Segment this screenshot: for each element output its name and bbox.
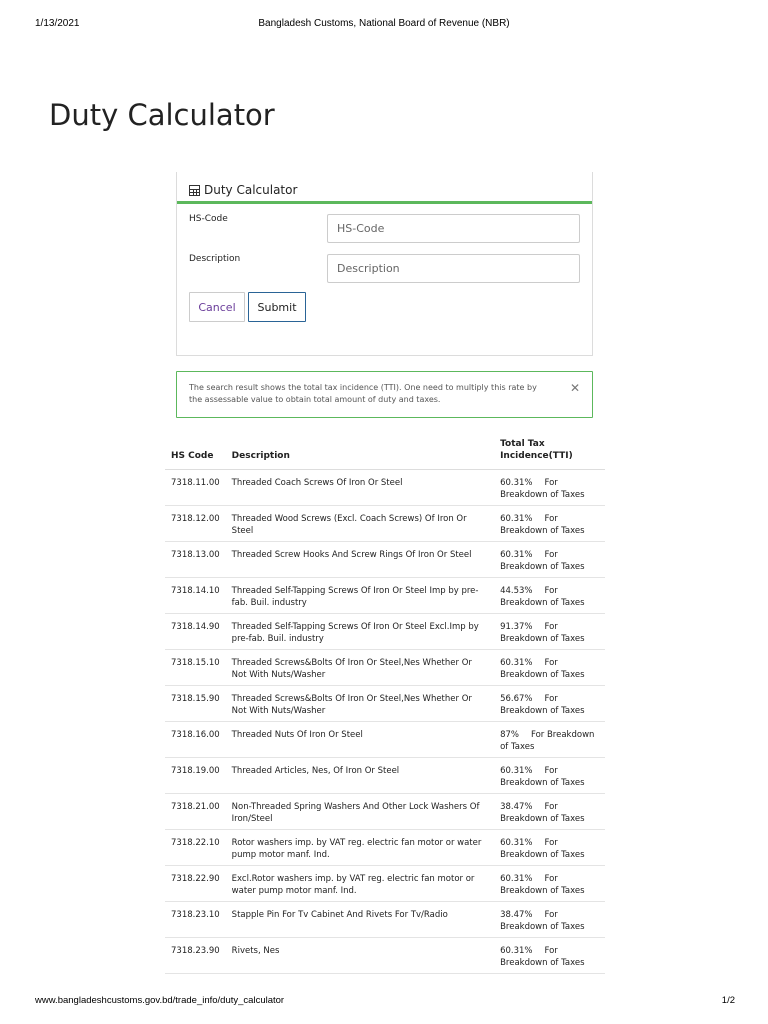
print-page-indicator: 1/2	[721, 995, 735, 1006]
description-cell: Threaded Wood Screws (Excl. Coach Screws) Of Iron Or Steel	[226, 505, 494, 541]
tti-rate: 38.47%	[500, 801, 533, 812]
hs-code-cell: 7318.21.00	[165, 793, 226, 829]
description-cell: Threaded Screws&Bolts Of Iron Or Steel,Nes Whether Or Not With Nuts/Washer	[226, 649, 494, 685]
table-row	[165, 505, 605, 541]
breakdown-link[interactable]: For Breakdown of Taxes	[500, 837, 585, 860]
table-row	[165, 757, 605, 793]
table-row	[165, 577, 605, 613]
tti-cell	[494, 649, 605, 685]
hs-code-cell: 7318.16.00	[165, 721, 226, 757]
tti-rate: 87%	[500, 729, 519, 740]
tti-rate: 60.31%	[500, 945, 533, 956]
tti-rate: 91.37%	[500, 621, 533, 632]
tti-rate: 60.31%	[500, 513, 533, 524]
hs-code-cell: 7318.14.10	[165, 577, 226, 613]
duty-calculator-panel	[176, 172, 593, 356]
tti-rate: 60.31%	[500, 837, 533, 848]
tti-rate: 44.53%	[500, 585, 533, 596]
breakdown-link[interactable]: For Breakdown of Taxes	[500, 729, 595, 752]
header-description: Description	[226, 434, 494, 469]
tti-cell	[494, 793, 605, 829]
breakdown-link[interactable]: For Breakdown of Taxes	[500, 945, 585, 968]
description-cell: Threaded Self-Tapping Screws Of Iron Or Steel Excl.Imp by pre-fab. Buil. industry	[226, 613, 494, 649]
table-row	[165, 901, 605, 937]
tti-cell	[494, 757, 605, 793]
tti-cell	[494, 577, 605, 613]
breakdown-link[interactable]: For Breakdown of Taxes	[500, 657, 585, 680]
alert-text: The search result shows the total tax incidence (TTI). One need to multiply this rate by the assessable value to obtain total amount of duty and taxes.	[189, 383, 537, 404]
description-cell: Threaded Nuts Of Iron Or Steel	[226, 721, 494, 757]
print-header	[0, 18, 768, 32]
table-row	[165, 541, 605, 577]
hs-code-cell: 7318.15.10	[165, 649, 226, 685]
print-site-title: Bangladesh Customs, National Board of Revenue (NBR)	[258, 18, 510, 29]
tti-info-alert	[176, 371, 593, 418]
hs-code-cell: 7318.22.90	[165, 865, 226, 901]
tti-rate: 60.31%	[500, 549, 533, 560]
description-label: Description	[189, 254, 241, 264]
description-cell: Non-Threaded Spring Washers And Other Lock Washers Of Iron/Steel	[226, 793, 494, 829]
tti-cell	[494, 613, 605, 649]
description-cell: Excl.Rotor washers imp. by VAT reg. electric fan motor or water pump motor manf. Ind.	[226, 865, 494, 901]
hs-code-label: HS-Code	[189, 214, 228, 224]
description-cell: Threaded Coach Screws Of Iron Or Steel	[226, 469, 494, 505]
tti-rate: 60.31%	[500, 873, 533, 884]
tti-rate: 60.31%	[500, 477, 533, 488]
hs-code-cell: 7318.14.90	[165, 613, 226, 649]
tti-rate: 56.67%	[500, 693, 533, 704]
hs-code-cell: 7318.23.10	[165, 901, 226, 937]
tti-cell	[494, 541, 605, 577]
panel-title: Duty Calculator	[204, 183, 298, 197]
results-table	[165, 434, 605, 974]
tti-rate: 60.31%	[500, 765, 533, 776]
tti-cell	[494, 685, 605, 721]
tti-cell	[494, 865, 605, 901]
tti-cell	[494, 901, 605, 937]
tti-cell	[494, 937, 605, 973]
description-cell: Threaded Articles, Nes, Of Iron Or Steel	[226, 757, 494, 793]
description-cell: Threaded Screws&Bolts Of Iron Or Steel,Nes Whether Or Not With Nuts/Washer	[226, 685, 494, 721]
header-hs-code: HS Code	[165, 434, 226, 469]
breakdown-link[interactable]: For Breakdown of Taxes	[500, 585, 585, 608]
hs-code-cell: 7318.13.00	[165, 541, 226, 577]
table-row	[165, 613, 605, 649]
description-cell: Rotor washers imp. by VAT reg. electric fan motor or water pump motor manf. Ind.	[226, 829, 494, 865]
breakdown-link[interactable]: For Breakdown of Taxes	[500, 477, 585, 500]
description-cell: Threaded Self-Tapping Screws Of Iron Or Steel Imp by pre-fab. Buil. industry	[226, 577, 494, 613]
hs-code-cell: 7318.15.90	[165, 685, 226, 721]
table-row	[165, 685, 605, 721]
breakdown-link[interactable]: For Breakdown of Taxes	[500, 873, 585, 896]
calculator-icon	[189, 185, 200, 196]
table-row	[165, 793, 605, 829]
tti-cell	[494, 721, 605, 757]
description-cell: Rivets, Nes	[226, 937, 494, 973]
tti-rate: 60.31%	[500, 657, 533, 668]
tti-cell	[494, 829, 605, 865]
submit-button[interactable]: Submit	[248, 292, 306, 322]
breakdown-link[interactable]: For Breakdown of Taxes	[500, 549, 585, 572]
hs-code-input[interactable]	[327, 214, 580, 243]
print-date: 1/13/2021	[35, 18, 80, 29]
breakdown-link[interactable]: For Breakdown of Taxes	[500, 801, 585, 824]
page-title: Duty Calculator	[49, 98, 275, 132]
tti-cell	[494, 505, 605, 541]
tti-cell	[494, 469, 605, 505]
print-url: www.bangladeshcustoms.gov.bd/trade_info/duty_calculator	[35, 995, 285, 1006]
table-row	[165, 937, 605, 973]
hs-code-cell: 7318.12.00	[165, 505, 226, 541]
description-input[interactable]	[327, 254, 580, 283]
description-cell: Stapple Pin For Tv Cabinet And Rivets For Tv/Radio	[226, 901, 494, 937]
table-row	[165, 649, 605, 685]
hs-code-cell: 7318.23.90	[165, 937, 226, 973]
hs-code-cell: 7318.22.10	[165, 829, 226, 865]
breakdown-link[interactable]: For Breakdown of Taxes	[500, 693, 585, 716]
print-footer	[0, 995, 768, 1009]
table-row	[165, 829, 605, 865]
description-cell: Threaded Screw Hooks And Screw Rings Of Iron Or Steel	[226, 541, 494, 577]
breakdown-link[interactable]: For Breakdown of Taxes	[500, 513, 585, 536]
results-body	[165, 469, 605, 973]
close-icon[interactable]: ✕	[569, 381, 580, 395]
header-tti: Total Tax Incidence(TTI)	[494, 434, 605, 469]
tti-rate: 38.47%	[500, 909, 533, 920]
table-row	[165, 469, 605, 505]
panel-heading	[177, 172, 592, 204]
cancel-button[interactable]: Cancel	[189, 292, 245, 322]
table-header-row	[165, 434, 605, 469]
table-row	[165, 721, 605, 757]
hs-code-cell: 7318.19.00	[165, 757, 226, 793]
breakdown-link[interactable]: For Breakdown of Taxes	[500, 765, 585, 788]
table-row	[165, 865, 605, 901]
breakdown-link[interactable]: For Breakdown of Taxes	[500, 621, 585, 644]
breakdown-link[interactable]: For Breakdown of Taxes	[500, 909, 585, 932]
hs-code-cell: 7318.11.00	[165, 469, 226, 505]
